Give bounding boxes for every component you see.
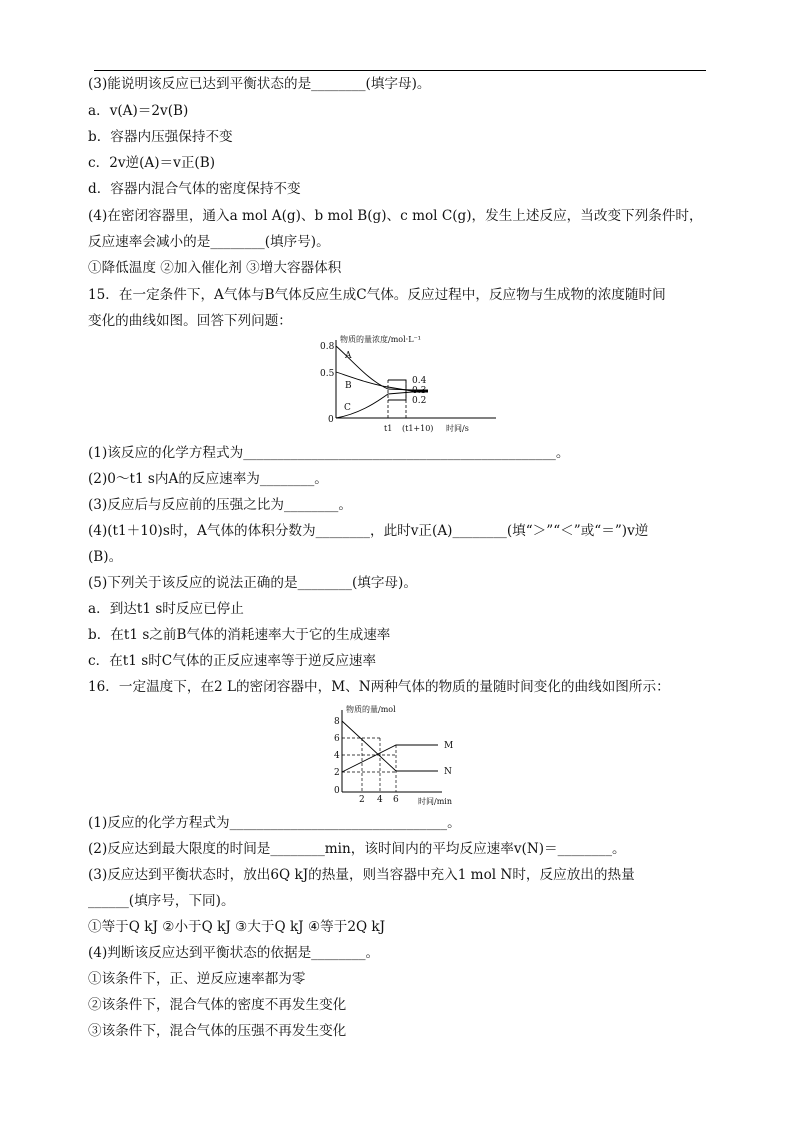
q14-4-stem-cont: 反应速率会减小的是________(填序号)。 bbox=[88, 234, 330, 250]
y-tick-2: 2 bbox=[334, 768, 340, 778]
q16-4-stem: (4)判断该反应达到平衡状态的依据是________。 bbox=[88, 945, 380, 961]
q15-stem: 15．在一定条件下，A气体与B气体反应生成C气体。反应过程中，反应物与生成物的浓度随时间 bbox=[88, 287, 666, 303]
y-tick-0.5: 0.5 bbox=[320, 369, 335, 379]
y-tick-0.8: 0.8 bbox=[320, 342, 335, 352]
series-N-label: N bbox=[444, 767, 452, 777]
q15-5-stem: (5)下列关于该反应的说法正确的是________(填字母)。 bbox=[88, 575, 417, 591]
series-N-line bbox=[342, 721, 438, 771]
q14-3-option-a: a．v(A)＝2v(B) bbox=[88, 103, 189, 119]
series-M-line bbox=[342, 745, 438, 772]
y-axis-label: 物质的量/mol bbox=[346, 705, 396, 714]
q16-3: (3)反应达到平衡状态时，放出6Q kJ的热量，则当容器中充入1 mol N时，反应放出的热量 bbox=[88, 867, 635, 883]
q15-5-option-a: a．到达t1 s时反应已停止 bbox=[88, 601, 244, 617]
x-axis-label: 时间/s bbox=[446, 424, 469, 433]
q15-2: (2)0～t1 s内A的反应速率为________。 bbox=[88, 471, 328, 487]
top-rule bbox=[94, 70, 706, 71]
series-M-label: M bbox=[444, 741, 454, 751]
q16-1: (1)反应的化学方程式为________________________________。 bbox=[88, 815, 461, 831]
q14-3-option-c: c．2v逆(A)＝v正(B) bbox=[88, 155, 216, 171]
level-label-0.4: 0.4 bbox=[412, 376, 427, 386]
x-tick-4: 4 bbox=[377, 795, 383, 805]
q14-3-option-d: d．容器内混合气体的密度保持不变 bbox=[88, 181, 301, 197]
q15-5-option-b: b．在t1 s之前B气体的消耗速率大于它的生成速率 bbox=[88, 627, 391, 643]
x-axis-label: 时间/min bbox=[418, 797, 452, 806]
q14-3-option-b: b．容器内压强保持不变 bbox=[88, 129, 233, 145]
level-label-0.3: 0.3 bbox=[412, 386, 427, 396]
y-tick-0: 0 bbox=[328, 415, 334, 425]
x-tick-t1: t1 bbox=[384, 424, 393, 433]
y-tick-6: 6 bbox=[334, 734, 340, 744]
series-A-label: A bbox=[345, 351, 352, 361]
x-tick-2: 2 bbox=[359, 795, 365, 805]
q15-4: (4)(t1＋10)s时，A气体的体积分数为________，此时v正(A)________(填“＞”“＜”或“＝”)v逆 bbox=[88, 523, 649, 539]
q14-4-stem: (4)在密闭容器里，通入a mol A(g)、b mol B(g)、c mol C(g)，发生上述反应，当改变下列条件时， bbox=[88, 208, 703, 224]
q15-stem-cont: 变化的曲线如图。回答下列问题： bbox=[88, 313, 292, 329]
amount-chart bbox=[326, 700, 476, 810]
q15-4-cont: (B)。 bbox=[88, 549, 123, 565]
q14-3-stem: (3)能说明该反应已达到平衡状态的是________(填字母)。 bbox=[88, 76, 431, 92]
q14-4-options: ①降低温度 ②加入催化剂 ③增大容器体积 bbox=[88, 260, 342, 276]
x-tick-6: 6 bbox=[393, 795, 399, 805]
y-axis-label: 物质的量浓度/mol·L⁻¹ bbox=[340, 335, 421, 344]
q15-1: (1)该反应的化学方程式为______________________________________________。 bbox=[88, 445, 570, 461]
y-tick-8: 8 bbox=[334, 717, 340, 727]
y-tick-0: 0 bbox=[334, 786, 340, 796]
q15-3: (3)反应后与反应前的压强之比为________。 bbox=[88, 497, 352, 513]
q16-2: (2)反应达到最大限度的时间是________min，该时间内的平均反应速率v(N)＝________。 bbox=[88, 841, 626, 857]
q16-stem: 16．一定温度下，在2 L的密闭容器中，M、N两种气体的物质的量随时间变化的曲线如图所示： bbox=[88, 679, 670, 695]
q16-4-option-2: ②该条件下，混合气体的密度不再发生变化 bbox=[88, 997, 347, 1013]
q16-4-option-1: ①该条件下，正、逆反应速率都为零 bbox=[88, 971, 306, 987]
x-tick-t1-plus-10: (t1+10) bbox=[402, 424, 434, 433]
series-B-label: B bbox=[345, 381, 352, 391]
q16-3-options: ①等于Q kJ ②小于Q kJ ③大于Q kJ ④等于2Q kJ bbox=[88, 919, 386, 935]
q16-4-option-3: ③该条件下，混合气体的压强不再发生变化 bbox=[88, 1023, 347, 1039]
q15-5-option-c: c．在t1 s时C气体的正反应速率等于逆反应速率 bbox=[88, 653, 377, 669]
series-C-label: C bbox=[344, 403, 351, 413]
level-label-0.2: 0.2 bbox=[412, 396, 427, 406]
q16-3-cont: ______(填序号，下同)。 bbox=[88, 893, 235, 909]
y-tick-4: 4 bbox=[334, 751, 340, 761]
concentration-chart bbox=[318, 332, 498, 440]
